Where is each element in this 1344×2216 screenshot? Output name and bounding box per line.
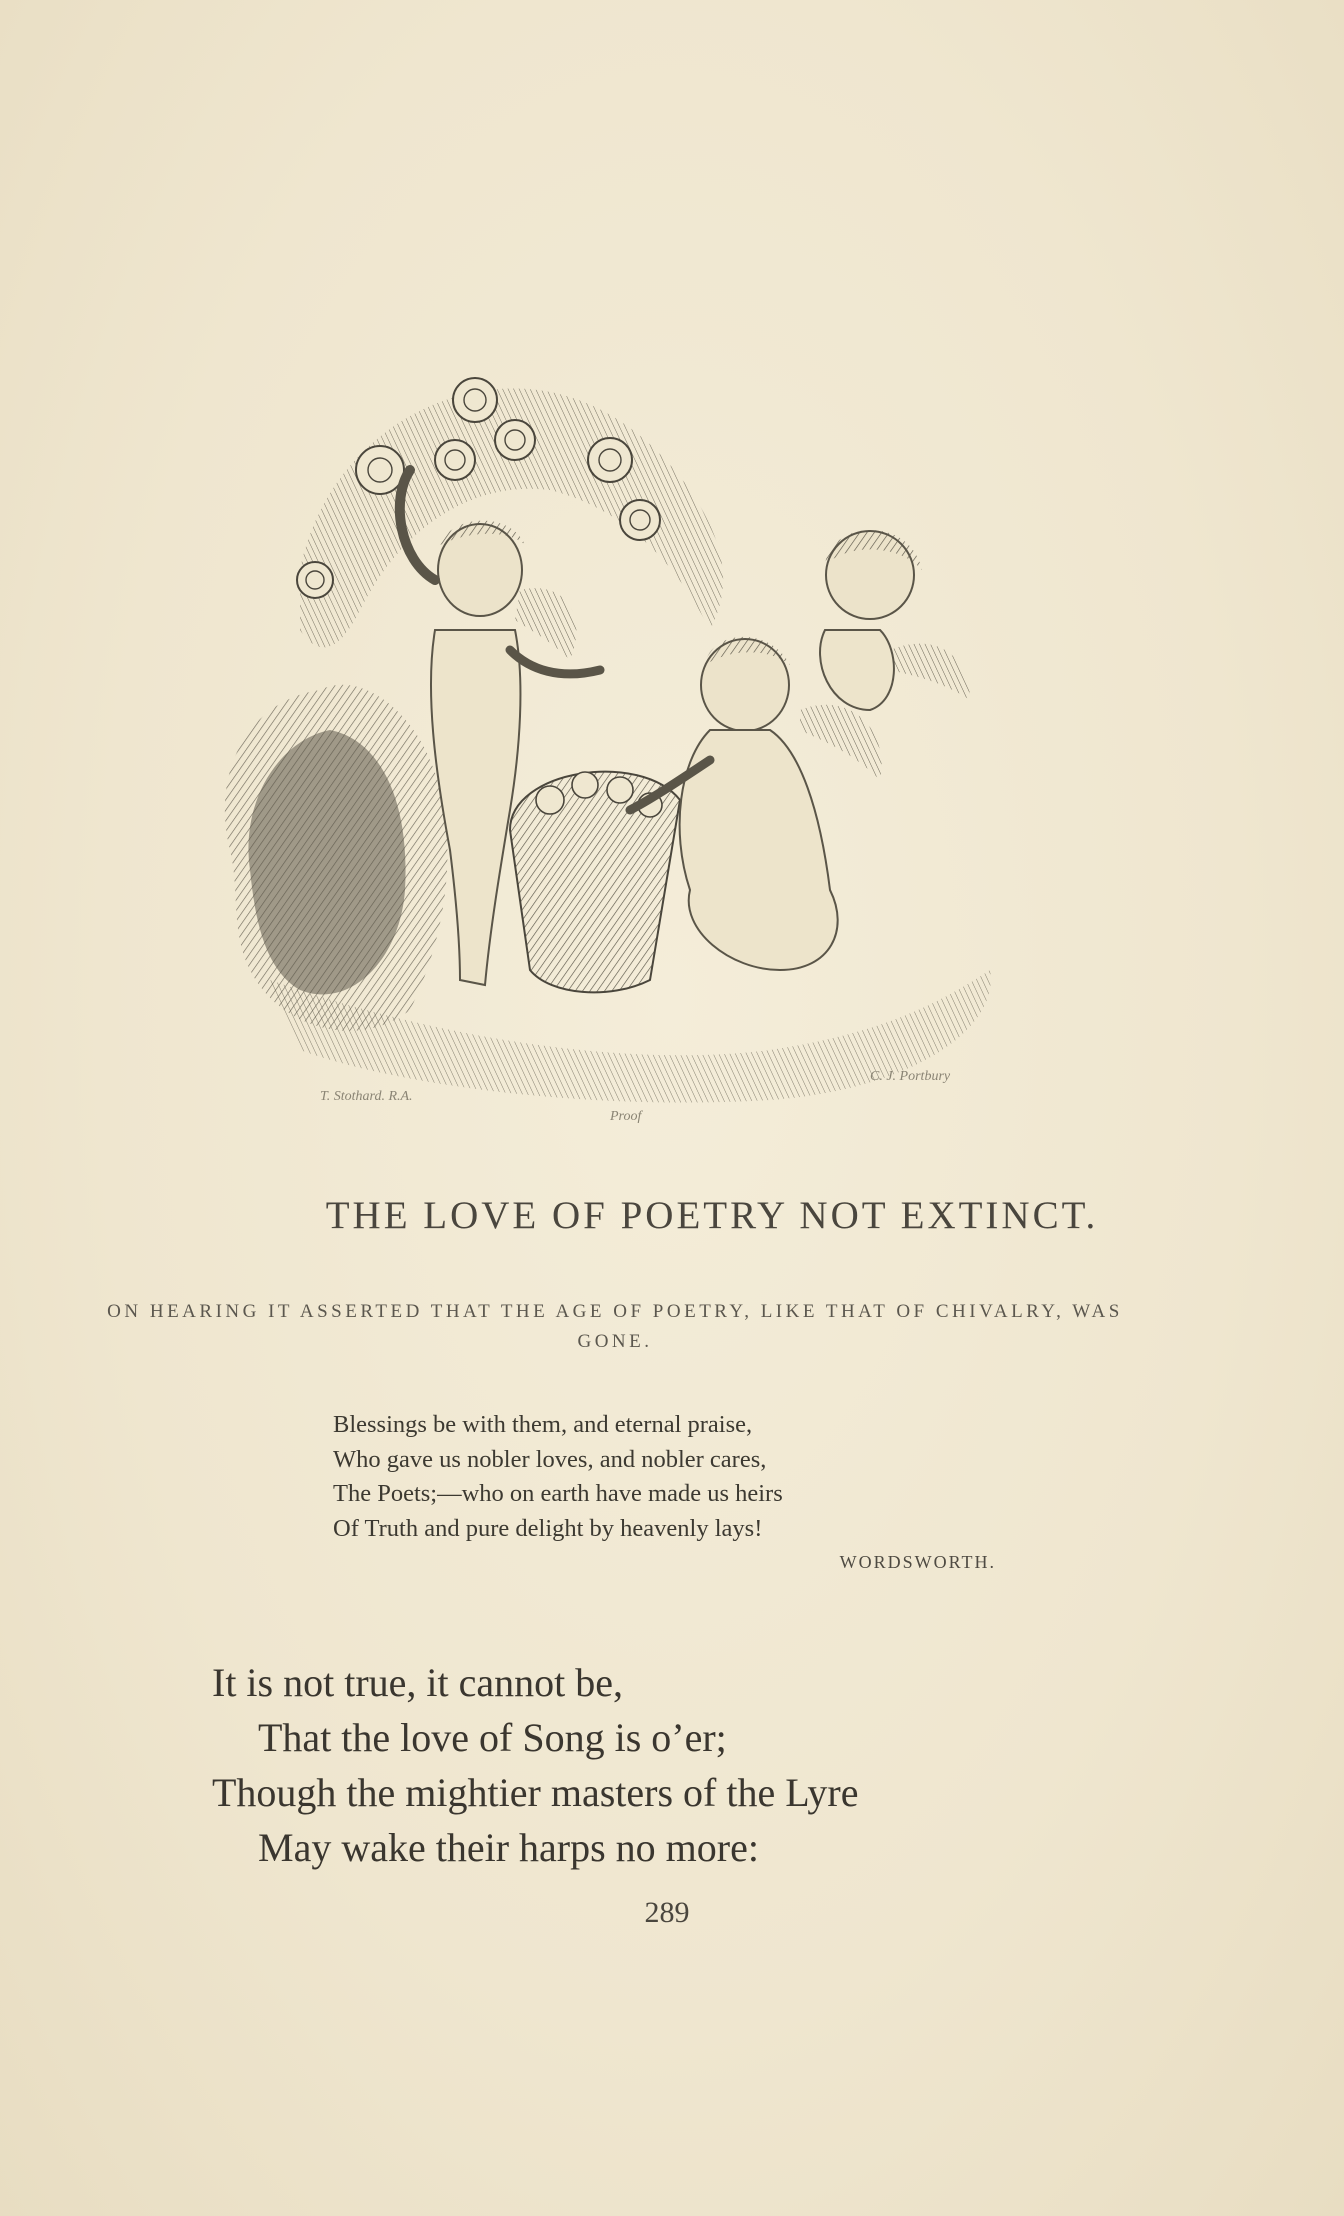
epigraph-line: Blessings be with them, and eternal praise, [333,1411,753,1438]
poem-line: May wake their harps no more: [258,1825,759,1870]
epigraph [333,1408,1013,1578]
poem-line: That the love of Song is o’er; [258,1715,727,1760]
poem-title: THE LOVE OF POETRY NOT EXTINCT. [325,1194,1099,1237]
svg-text:C. J. Portbury: C. J. Portbury [870,1069,951,1084]
poem-line: Though the mightier masters of the Lyre [212,1770,859,1815]
page-number-container [0,1896,1344,1930]
poem-body [212,1655,1112,1875]
epigraph-line: The Poets;—who on earth have made us heirs [333,1480,783,1507]
epigraph-attribution: WORDSWORTH. [839,1552,996,1572]
svg-text:Proof: Proof [610,1109,642,1124]
cherubs-engraving-illustration [210,330,1040,1130]
rear-cherub [820,530,970,710]
page-number: 289 [644,1896,690,1929]
poem-line: It is not true, it cannot be, [212,1660,624,1705]
svg-text:T. Stothard. R.A.: T. Stothard. R.A. [320,1089,413,1104]
epigraph-line: Of Truth and pure delight by heavenly lays! [333,1514,763,1542]
poem-subtitle: ON HEARING IT ASSERTED THAT THE AGE OF POETRY, LIKE THAT OF CHIVALRY, WAS GONE. [107,1301,1123,1352]
epigraph-line: Who gave us nobler loves, and nobler cares, [333,1445,767,1473]
